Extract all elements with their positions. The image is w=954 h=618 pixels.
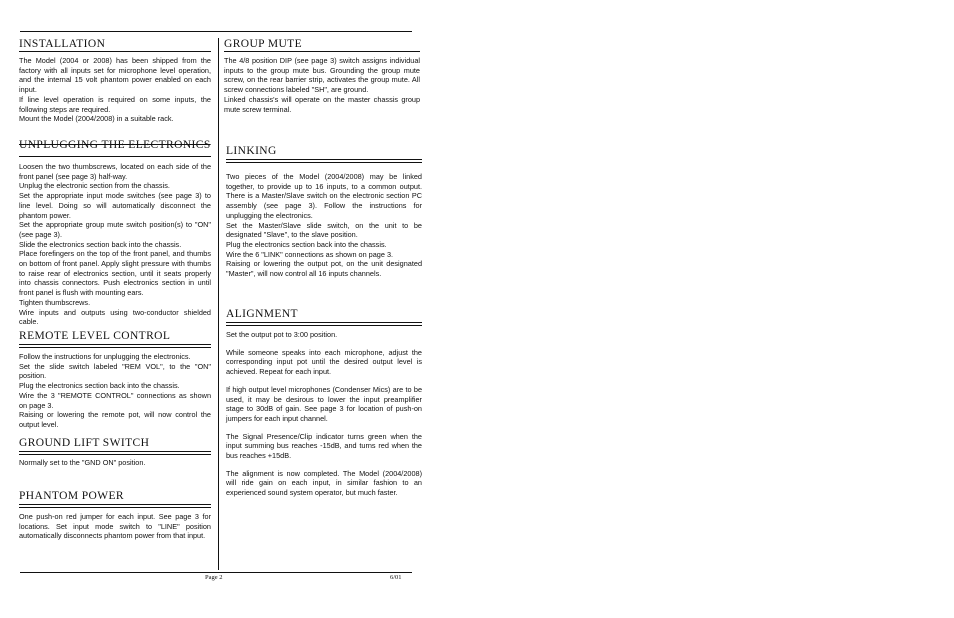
heading-rule <box>19 344 211 345</box>
heading-rule <box>19 504 211 505</box>
paragraph: Plug the electronics section back into the chassis. <box>226 239 387 249</box>
heading-rule <box>224 51 420 52</box>
section-linking <box>226 145 422 279</box>
bottom-rule <box>20 572 412 573</box>
paragraph: Set the appropriate group mute switch position(s) to "ON" (see page 3). <box>19 220 211 239</box>
heading-rule <box>19 51 211 52</box>
paragraph: Wire the 3 "REMOTE CONTROL" connections as shown on page 3. <box>19 390 211 410</box>
paragraph: Loosen the two thumbscrews, located on each side of the front panel (see page 3) half-way. <box>19 162 211 181</box>
paragraph: Unplug the electronic section from the chassis. <box>19 181 170 191</box>
section-title: ALIGNMENT <box>226 308 298 320</box>
paragraph: Raising or lowering the remote pot, will now control the output level. <box>19 410 211 429</box>
section-title: GROUND LIFT SWITCH <box>19 437 150 449</box>
section-ground-lift-switch <box>19 437 211 468</box>
revision-date: 6/01 <box>390 574 402 581</box>
paragraph: Follow the instructions for unplugging the electronics. <box>19 352 191 361</box>
paragraph: The alignment is now completed. The Model (2004/2008) will ride gain on each input, in similar fashion to an experienced sound system operator, but much faster. <box>226 468 422 498</box>
paragraph: Two pieces of the Model (2004/2008) may be linked together, to provide up to 16 inputs, to a common output. There is a Master/Slave switch on the electronic section PC assembly (see page 3). Follow the instructions for unplugging the electronics. <box>226 172 422 220</box>
heading-rule <box>226 322 422 323</box>
section-alignment <box>226 308 422 498</box>
paragraph: The Model (2004 or 2008) has been shipped from the factory with all inputs set for microphone level operation, and the internal 15 volt phantom power enabled on each input. <box>19 56 211 95</box>
paragraph: Plug the electronics section back into the chassis. <box>19 381 180 391</box>
heading-rule <box>19 451 211 452</box>
section-title: REMOTE LEVEL CONTROL <box>19 330 171 342</box>
paragraph: Raising or lowering the output pot, on the unit designated "Master", will now control all 16 inputs channels. <box>226 259 422 279</box>
paragraph: Set the output pot to 3:00 position. <box>226 330 338 339</box>
paragraph: Place forefingers on the top of the front panel, and thumbs on bottom of front panel. Apply slight pressure with thumbs to raise rear of electronics section, until it seats properly into chassis connectors. Push electronics section in until front panel is flush with mounting ears. <box>19 249 211 298</box>
section-title: LINKING <box>226 145 277 157</box>
heading-rule <box>19 156 211 157</box>
heading-rule <box>226 325 422 326</box>
paragraph: Set the appropriate input mode switches (see page 3) to line level. Doing so will automatically disconnect the phantom power. <box>19 191 211 220</box>
paragraph: Set the slide switch labeled "REM VOL", to the "ON" position. <box>19 361 211 381</box>
paragraph: Slide the electronics section back into the chassis. <box>19 239 182 249</box>
heading-rule <box>19 507 211 508</box>
paragraph: The 4/8 position DIP (see page 3) switch assigns individual inputs to the group mute bus. Grounding the group mute screw, on the rear barrier strip, activates the group mute. All screw connections labeled "SH", are ground. <box>224 56 420 95</box>
section-installation <box>19 38 211 124</box>
section-title: PHANTOM POWER <box>19 490 124 502</box>
paragraph: Mount the Model (2004/2008) in a suitable rack. <box>19 114 174 124</box>
section-title: INSTALLATION <box>19 38 106 50</box>
heading-rule <box>226 162 422 163</box>
column-divider <box>218 38 219 570</box>
page-number: Page 2 <box>205 574 223 581</box>
section-group-mute <box>224 38 420 114</box>
paragraph: While someone speaks into each microphone, adjust the corresponding input pot until the desired output level is achieved. Repeat for each input. <box>226 347 422 377</box>
section-phantom-power <box>19 490 211 541</box>
section-remote-level-control <box>19 330 211 430</box>
paragraph: Set the Master/Slave slide switch, on the unit to be designated "Slave", to the slave position. <box>226 220 422 240</box>
paragraph: Wire inputs and outputs using two-conductor shielded cable. <box>19 307 211 327</box>
paragraph: Wire the 6 "LINK" connections as shown on page 3. <box>226 249 394 259</box>
paragraph: The Signal Presence/Clip indicator turns green when the input summing bus reaches -15dB, and turns red when the bus reaches +15dB. <box>226 431 422 461</box>
paragraph: If high output level microphones (Condenser Mics) are to be used, it may be desirous to lower the input preamplifier stage to 30dB of gain. See page 3 for location of push-on jumpers for each input channel. <box>226 384 422 423</box>
section-unplugging <box>19 139 211 327</box>
paragraph: Normally set to the "GND ON" position. <box>19 458 146 467</box>
paragraph: Linked chassis's will operate on the master chassis group mute screw terminal. <box>224 94 420 114</box>
section-title: UNPLUGGING THE ELECTRONICS <box>19 139 211 151</box>
paragraph: One push-on red jumper for each input. See page 3 for locations. Set input mode switch to "LINE" position automatically disconnects phantom power from that input. <box>19 512 211 541</box>
section-title: GROUP MUTE <box>224 38 303 50</box>
paragraph: If line level operation is required on some inputs, the following steps are required. <box>19 94 211 114</box>
heading-rule <box>226 159 422 160</box>
paragraph: Tighten thumbscrews. <box>19 297 91 307</box>
heading-rule <box>19 454 211 455</box>
heading-rule <box>19 347 211 348</box>
top-rule <box>20 31 412 32</box>
